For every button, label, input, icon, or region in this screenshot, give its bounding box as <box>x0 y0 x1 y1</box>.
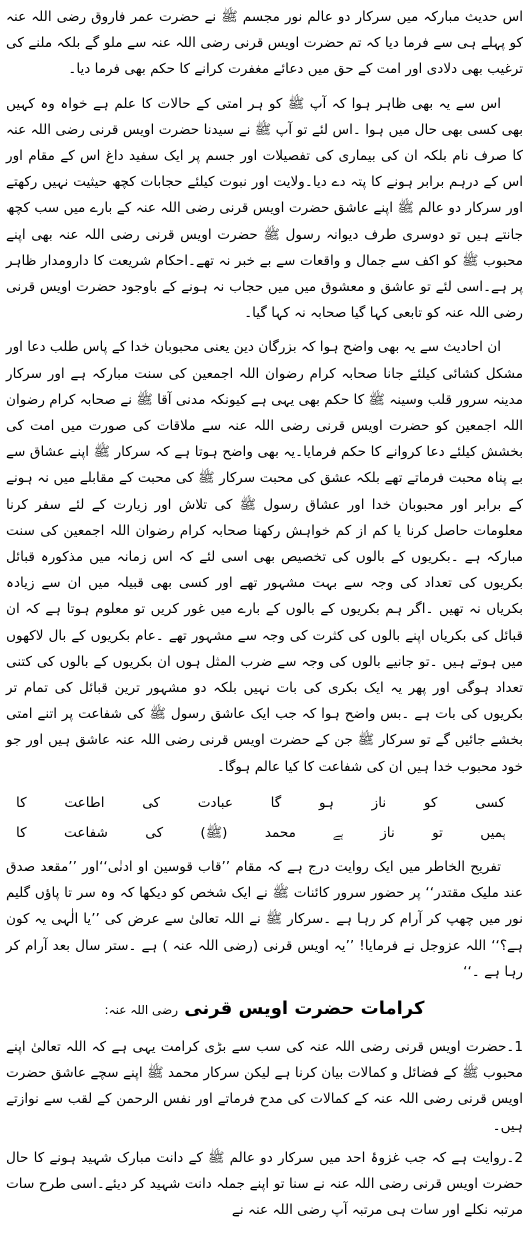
poem-line-1: کسی کو ناز ہو گا عبادت کی اطاعت کا <box>16 794 505 811</box>
section-heading-suffix: رضی اللہ عنہ: <box>104 1002 179 1017</box>
numbered-item-2: 2۔روایت ہے کہ جب غزوۂ احد میں سرکار دو عالم ﷺ کے دانت مبارک شہید ہونے کا حال حضرت اویس قرنی رضی اللہ عنہ نے سنا تو اپنے جملہ دانت شہید کر دیئے۔اسی طرح سات مرتبہ نکلے اور سات ہی مرتبہ آپ رضی اللہ عنہ نے <box>6 1149 523 1219</box>
paragraph-hadith-conclusion: اس حدیث مبارکہ میں سرکار دو عالم نور مجسم ﷺ نے حضرت عمر فاروق رضی اللہ عنہ کو پہلے ہی سے فرما دیا کہ تم حضرت اویس قرنی رضی اللہ عنہ سے ملو گے بلکہ ملنے کی ترغیب بھی دلادی اور امت کے حق میں دعائے مغفرت کرانے کا حکم بھی فرما دیا۔ <box>6 9 523 78</box>
paragraph-ahadith-lessons: ان احادیث سے یہ بھی واضح ہوا کہ بزرگان دین یعنی محبوبان خدا کے پاس طلب دعا اور مشکل کشائی کیلئے جانا صحابہ کرام رضوان اللہ اجمعین کی سنت مبارکہ ہے اور سرکار مدینہ سرور قلب وسینہ ﷺ کا حکم بھی یہی ہے کیونکہ مدنی آقا ﷺ نے صحابہ کرام رضوان اللہ اجمعین کو حضرت اویس قرنی رضی اللہ عنہ سے ملاقات کی صورت میں امت کی بخشش کیلئے دعا کروانے کا حکم فرمایا۔یہ بھی واضح ہوتا ہے کہ سرکار ﷺ اپنے عشاق سے بے پناہ محبت فرماتے تھے بلکہ عشق کی محبت سرکار ﷺ کی محبت کے مقابلے میں نہ ہونے کے برابر اور محبوبان خدا اور عشاق رسول ﷺ کی تلاش اور زیارت کے لئے سفر کرنا معلومات حاصل کرنا یا کم از کم خواہش رکھنا صحابہ کرام رضوان اللہ اجمعین کی سنت مبارکہ ہے ۔بکریوں کے بالوں کی تخصیص بھی اسی لئے کہ اس زمانہ میں مذکورہ قبائل بکریوں کی تعداد کی وجہ سے بہت مشہور تھے اور کسی بھی قبیلہ میں ان سے زیادہ بکریاں نہ تھیں ۔اگر ہم بکریوں کے بالوں کے بارے میں غور کریں تو معلوم ہوتا ہے کہ ان قبائل کی بکریاں اپنے بالوں کی کثرت کی وجہ سے مشہور تھے ۔عام بکریوں کے بال لاکھوں میں ہوتے ہیں ۔تو جانیے بالوں کی وجہ سے ضرب المثل ہوں ان بکریوں کے بالوں کی کتنی تعداد ہوگی اور پھر یہ ایک بکری کی بات نہیں بلکہ دو مشہور ترین قبائل کی تمام تر بکریوں کی بات ہے ۔بس واضح ہوا کہ جب ایک عاشق رسول ﷺ کی شفاعت پر اتنے امتی بخشے جائیں گے تو سرکار ﷺ جن کے حضرت اویس قرنی رضی اللہ عنہ عاشق ہیں اور جو خود محبوب خدا ہیں ان کی شفاعت کا کیا عالم ہوگا۔ <box>6 339 523 775</box>
paragraph-knowledge-of-ummah: اس سے یہ بھی ظاہر ہوا کہ آپ ﷺ کو ہر امتی کے حالات کا علم ہے خواہ وہ کہیں بھی کسی بھی حال میں ہوا ۔اس لئے تو آپ ﷺ نے سیدنا حضرت اویس قرنی رضی اللہ عنہ کا صرف نام بلکہ ان کی بیماری کی تفصیلات اور جسم پر ایک سفید داغ اس کے مقام اور اس کے درہم برابر ہونے کا پتہ دے دیا۔ولایت اور نبوت کیلئے حجابات کچھ حیثیت نہیں رکھتے اور سرکار دو عالم ﷺ اپنے عاشق حضرت اویس قرنی رضی اللہ عنہ کے بارے میں سب کچھ جانتے ہیں تو دوسری طرف دیوانہ رسول ﷺ حضرت اویس قرنی رضی اللہ عنہ بھی اپنے محبوب ﷺ کو اکف سے جمال و واقعات سے بے خبر نہ تھے۔احکام شریعت کا دارومدار ظاہر پر ہے۔اسی لئے تو عاشق و معشوق میں میں حجاب نہ ہونے کے باوجود حضرت اویس قرنی رضی اللہ عنہ کو تابعی کہا گیا صحابہ نہ کہا گیا۔ <box>6 95 523 322</box>
section-heading <box>6 995 523 1024</box>
numbered-item-1: 1۔حضرت اویس قرنی رضی اللہ عنہ کی سب سے بڑی کرامت یہی ہے کہ اللہ تعالیٰ اپنے محبوب ﷺ کے فضائل و کمالات بیان کرنا ہے لیکن سرکار محمد ﷺ اپنے سچے عاشق حضرت اویس قرنی رضی اللہ عنہ کے کمالات کی مدح فرماتے اور نفس الرحمن کے لقب سے نوازتے ہیں۔ <box>6 1038 523 1134</box>
poem-line-2: ہمیں تو ناز ہے محمد (ﷺ) کی شفاعت کا <box>16 824 505 841</box>
poem-couplet <box>6 788 523 848</box>
paragraph-tafrih-al-khatir: تفریح الخاطر میں ایک روایت درج ہے کہ مقام ’’قاب قوسین او ادنٰی‘‘اور ’’مقعد صدق عند ملیک مقتدر‘‘ پر حضور سرور کائنات ﷺ نے ایک شخص کو دیکھا کہ وہ سر تا پاؤں گلیم نور میں چھپ کر آرام کر رہا ہے ۔سرکار ﷺ نے اللہ تعالیٰ سے عرض کی ’’یا الٰہی یہ کون ہے؟‘‘ اللہ عزوجل نے فرمایا! ’’یہ اویس قرنی (رضی اللہ عنہ ) ہے ۔ستر سال بعد آرام کر رہا ہے ۔‘‘ <box>6 858 523 980</box>
section-heading-title: کرامات حضرت اویس قرنی <box>184 997 425 1019</box>
